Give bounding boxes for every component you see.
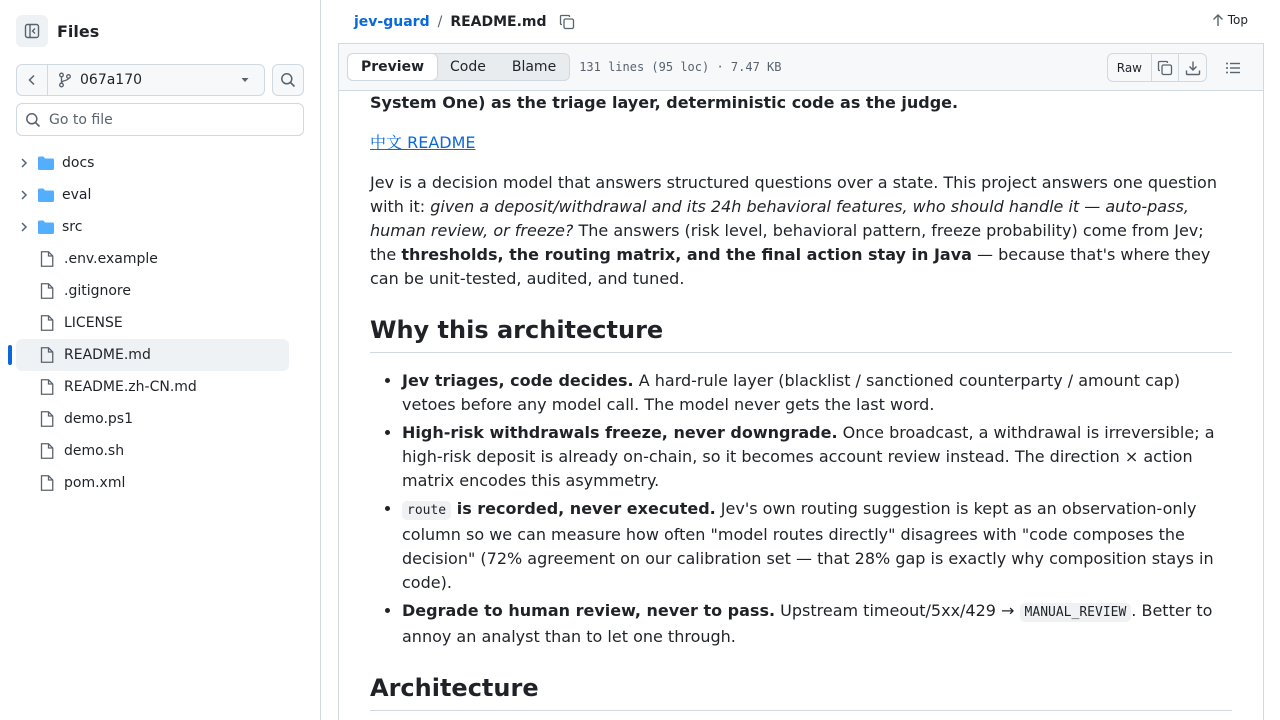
bullet-text: Once broadcast, a withdrawal is irreversible; a high-risk deposit is already on-chain, so it becomes account review instead. The direction × action matrix encodes this asymmetry.: [402, 423, 1215, 490]
branch-row: [16, 64, 304, 96]
tree-item-label: demo.sh: [64, 443, 125, 459]
search-icon: [25, 112, 41, 128]
tab-code[interactable]: Code: [450, 59, 486, 75]
bullet-text: A hard-rule layer (blacklist / sanctioned counterparty / amount cap) vetoes before any model call. The model never gets the last word.: [402, 371, 1181, 414]
intro-text: The answers (risk level, behavioral pattern, freeze probability) come from Jev; the: [370, 221, 1204, 264]
collapse-sidebar-button[interactable]: [16, 15, 48, 47]
breadcrumb-file: README.md: [450, 13, 547, 30]
breadcrumb-separator: /: [437, 13, 443, 30]
bullet-strong: High-risk withdrawals freeze, never downgrade.: [402, 423, 838, 442]
file-icon: [40, 475, 56, 491]
tree-item-docs[interactable]: [16, 147, 289, 179]
folder-icon: [38, 220, 54, 234]
intro-text: — because that's where they can be unit-tested, audited, and tuned.: [370, 245, 1211, 288]
go-to-file-field: [16, 103, 304, 136]
file-meta: 131 lines (95 loc) · 7.47 KB: [579, 60, 782, 74]
file-header: [338, 0, 1264, 44]
download-button[interactable]: [1179, 54, 1206, 81]
tree-item-label: eval: [62, 187, 92, 203]
readme-content: [370, 91, 1232, 711]
git-branch-icon: [58, 72, 72, 88]
tab-preview[interactable]: Preview: [347, 53, 438, 81]
chevron-right-icon[interactable]: [16, 219, 32, 235]
search-icon: [280, 72, 296, 88]
top-label: Top: [1227, 13, 1248, 27]
bullet-text: Upstream timeout/5xx/429 →: [775, 601, 1020, 620]
intro-paragraph: [370, 171, 1232, 291]
tree-item-label: src: [62, 219, 83, 235]
intro-emphasis: given a deposit/withdrawal and its 24h behavioral features, who should handle it — auto-pass, human review, or freeze?: [370, 197, 1189, 240]
file-icon: [40, 411, 56, 427]
back-button[interactable]: [17, 65, 48, 95]
branch-select[interactable]: [48, 65, 264, 95]
tree-item-label: docs: [62, 155, 95, 171]
go-to-file-input[interactable]: [49, 112, 289, 128]
view-mode-tabs: [347, 53, 570, 81]
tab-blame[interactable]: Blame: [511, 59, 557, 75]
file-icon: [40, 283, 56, 299]
list-unordered-icon: [1225, 60, 1241, 76]
copy-icon: [559, 14, 575, 30]
heading-why-architecture: Why this architecture: [370, 315, 1232, 353]
tree-item-demo-ps1[interactable]: [16, 403, 289, 435]
tree-item-src[interactable]: [16, 211, 289, 243]
sidebar-header: [16, 15, 99, 47]
heading-architecture: Architecture: [370, 673, 1232, 711]
copy-raw-button[interactable]: [1152, 54, 1179, 81]
zh-readme-link[interactable]: 中文 README: [370, 133, 476, 152]
copy-icon: [1157, 60, 1173, 76]
tree-item-label: demo.ps1: [64, 411, 133, 427]
file-toolbar: [338, 44, 1264, 91]
breadcrumb: [354, 14, 575, 30]
tree-item-label: LICENSE: [64, 315, 123, 331]
branch-picker: [16, 64, 265, 96]
sidebar-collapse-icon: [24, 23, 40, 39]
chevron-right-icon[interactable]: [16, 155, 32, 171]
tree-item-license[interactable]: [16, 307, 289, 339]
chevron-left-icon: [24, 72, 40, 88]
tree-item-label: .env.example: [64, 251, 158, 267]
file-icon: [40, 315, 56, 331]
branch-name: 067a170: [80, 72, 143, 88]
bullet-text: Jev's own routing suggestion is kept as an observation-only column so we can measure how often "model routes directly" disagrees with "code composes the decision" (72% agreement on our calibration set — that 28% gap is exactly why composition stays in code).: [402, 499, 1214, 592]
search-files-button[interactable]: [272, 64, 304, 96]
tree-item-gitignore[interactable]: [16, 275, 289, 307]
tree-item-demo-sh[interactable]: [16, 435, 289, 467]
download-icon: [1185, 60, 1201, 76]
tree-item-readme-zh[interactable]: [16, 371, 289, 403]
bullet-strong: Jev triages, code decides.: [402, 371, 634, 390]
file-tree: [16, 147, 289, 499]
caret-down-icon: [240, 75, 250, 85]
file-icon: [40, 379, 56, 395]
sidebar-title: Files: [57, 21, 100, 41]
inline-code: route: [402, 501, 451, 520]
list-item: [402, 599, 1232, 649]
file-sidebar: [0, 0, 321, 720]
tree-item-label: pom.xml: [64, 475, 126, 491]
inline-code: MANUAL_REVIEW: [1020, 603, 1132, 622]
outline-button[interactable]: [1219, 54, 1247, 82]
folder-icon: [38, 188, 54, 202]
file-icon: [40, 347, 56, 363]
file-icon: [40, 251, 56, 267]
tree-item-eval[interactable]: [16, 179, 289, 211]
tree-item-readme[interactable]: [16, 339, 289, 371]
top-button[interactable]: [1212, 13, 1248, 27]
copy-path-button[interactable]: [559, 14, 575, 30]
tree-item-env-example[interactable]: [16, 243, 289, 275]
bullet-strong: Degrade to human review, never to pass.: [402, 601, 776, 620]
list-item: [402, 421, 1232, 493]
list-item: [402, 497, 1232, 595]
breadcrumb-repo-link[interactable]: jev-guard: [354, 13, 430, 30]
bullet-strong: is recorded, never executed.: [451, 499, 716, 518]
chevron-right-icon[interactable]: [16, 187, 32, 203]
bullet-text: . Better to annoy an analyst than to let one through.: [402, 601, 1213, 646]
intro-text: Jev is a decision model that answers structured questions over a state. This project answers one question with it:: [370, 173, 1217, 216]
arrow-up-icon: [1212, 13, 1224, 27]
list-item: [402, 369, 1232, 417]
intro-strong: thresholds, the routing matrix, and the final action stay in Java: [401, 245, 972, 264]
file-action-group: [1107, 53, 1207, 82]
toolbar-actions: [1107, 53, 1247, 82]
tree-item-label: README.md: [64, 347, 151, 363]
tree-item-label: .gitignore: [64, 283, 131, 299]
tree-item-label: README.zh-CN.md: [64, 379, 197, 395]
file-icon: [40, 443, 56, 459]
tree-item-pom-xml[interactable]: [16, 467, 289, 499]
architecture-bullets: [370, 369, 1232, 649]
active-indicator: [8, 345, 12, 365]
readme-lead: System One) as the triage layer, deterministic code as the judge.: [370, 93, 959, 112]
raw-button[interactable]: Raw: [1108, 54, 1152, 81]
folder-icon: [38, 156, 54, 170]
